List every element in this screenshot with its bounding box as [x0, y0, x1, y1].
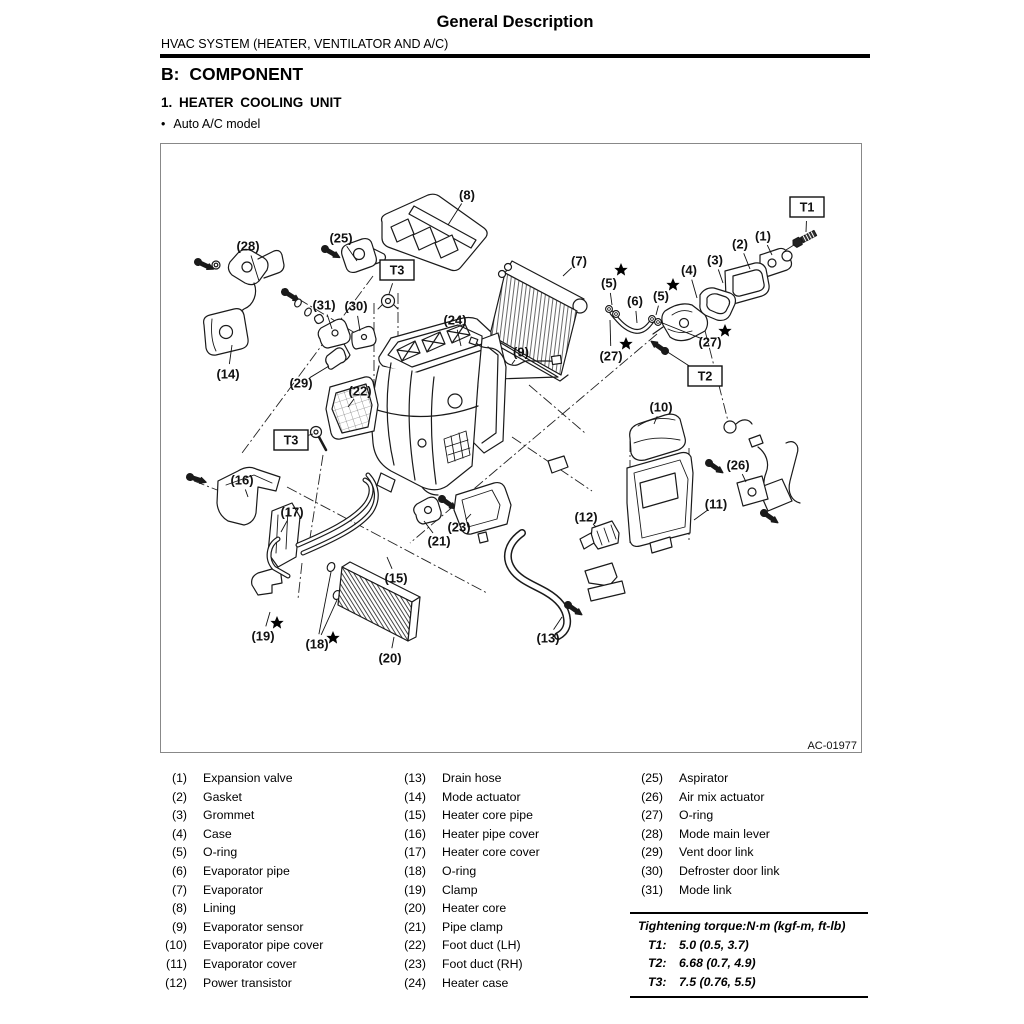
- part-number: (7): [171, 882, 187, 897]
- torque-tag-label: T1: [799, 200, 815, 215]
- diagram-callout: (14): [216, 366, 240, 382]
- part-row: [160, 918, 323, 937]
- part-number: (18): [404, 863, 426, 878]
- part-name: Evaporator pipe cover: [203, 938, 324, 953]
- torque-tag-label: T2: [697, 369, 713, 384]
- part-number: (20): [404, 901, 426, 916]
- part-number: (28): [641, 826, 663, 841]
- model-bullet-text: Auto A/C model: [173, 117, 261, 131]
- part-row: [160, 881, 323, 900]
- part-name: Expansion valve: [203, 771, 293, 785]
- part-name: Evaporator cover: [203, 956, 297, 971]
- torque-table: [630, 912, 868, 998]
- torque-row: [648, 936, 868, 955]
- diagram-callout: (8): [459, 187, 475, 203]
- part-row: [636, 769, 779, 788]
- torque-row-label: T1:: [648, 937, 667, 952]
- part-name: Foot duct (LH): [442, 938, 521, 953]
- part-row: [160, 843, 323, 862]
- part-name: Heater core cover: [442, 845, 540, 860]
- diagram-callout: (23): [447, 519, 471, 535]
- part-row: [160, 936, 323, 955]
- diagram-callout: (31): [312, 297, 336, 313]
- part-number: (24): [404, 975, 426, 990]
- part-row: [399, 806, 540, 825]
- diagram-callout: (16): [230, 472, 254, 488]
- diagram-callout: (5): [653, 288, 669, 304]
- part-name: Evaporator: [203, 882, 264, 897]
- part-row: [160, 825, 323, 844]
- part-row: [399, 918, 540, 937]
- part-name: Gasket: [203, 789, 242, 804]
- part-row: [399, 788, 540, 807]
- torque-table-title: Tightening torque:N·m (kgf-m, ft-lb): [638, 919, 846, 933]
- part-number: (17): [404, 845, 426, 860]
- part-row: [399, 936, 540, 955]
- part-name: Drain hose: [442, 771, 502, 785]
- diagram-callout: (5): [601, 275, 617, 291]
- part-name: Pipe clamp: [442, 919, 503, 934]
- part-name: Air mix actuator: [679, 789, 765, 804]
- part-number: (29): [641, 845, 663, 860]
- part-name: Clamp: [442, 882, 478, 897]
- part-row: [399, 881, 540, 900]
- parts-list-column-3: [636, 769, 779, 899]
- part-number: (6): [171, 863, 187, 878]
- part-number: (25): [641, 771, 663, 785]
- diagram-callout: (29): [289, 375, 313, 391]
- torque-row-value: 7.5 (0.76, 5.5): [679, 974, 756, 989]
- diagram-callout: (24): [443, 312, 467, 328]
- part-row: [636, 862, 779, 881]
- diagram-callout: (1): [755, 228, 771, 244]
- diagram-callout: (28): [236, 238, 260, 254]
- part-name: Mode actuator: [442, 789, 521, 804]
- part-name: Mode link: [679, 882, 732, 897]
- torque-row-value: 6.68 (0.7, 4.9): [679, 956, 756, 971]
- part-row: [399, 899, 540, 918]
- part-name: Heater core pipe: [442, 808, 533, 823]
- diagram-callout: (22): [348, 383, 372, 399]
- torque-row-label: T2:: [648, 956, 667, 971]
- diagram-callout: (18): [305, 636, 329, 652]
- diagram-callout: (19): [251, 628, 275, 644]
- torque-row: [648, 973, 868, 992]
- part-name: Case: [203, 826, 232, 841]
- part-name: Mode main lever: [679, 826, 770, 841]
- model-bullet-line: [161, 117, 260, 131]
- part-number: (10): [165, 938, 187, 953]
- diagram-callout: (4): [681, 262, 697, 278]
- part-row: [399, 862, 540, 881]
- diagram-callout: (6): [627, 293, 643, 309]
- part-row: [636, 806, 779, 825]
- section-heading: B: COMPONENT: [161, 64, 304, 84]
- diagram-callout: (3): [707, 252, 723, 268]
- part-number: (13): [404, 771, 426, 785]
- diagram-callout: (27): [698, 334, 722, 350]
- part-row: [160, 899, 323, 918]
- part-number: (22): [404, 938, 426, 953]
- part-number: (14): [404, 789, 426, 804]
- part-row: [399, 974, 540, 993]
- part-row: [160, 862, 323, 881]
- part-row: [636, 843, 779, 862]
- part-number: (19): [404, 882, 426, 897]
- diagram-callout: (26): [726, 457, 750, 473]
- part-number: (1): [171, 771, 187, 785]
- torque-tag-label: T3: [283, 433, 299, 448]
- part-row: [160, 806, 323, 825]
- part-row: [399, 769, 540, 788]
- page-subtitle: HVAC SYSTEM (HEATER, VENTILATOR AND A/C): [161, 37, 449, 51]
- figure-code: AC-01977: [807, 740, 857, 752]
- part-name: O-ring: [442, 863, 477, 878]
- bullet-icon: •: [161, 117, 166, 131]
- part-name: Defroster door link: [679, 863, 780, 878]
- diagram-callout: (27): [599, 348, 623, 364]
- torque-row: [648, 954, 868, 973]
- diagram-callout: (17): [280, 504, 304, 520]
- part-number: (16): [404, 826, 426, 841]
- part-number: (12): [165, 975, 187, 990]
- part-number: (11): [166, 956, 187, 971]
- part-name: Heater pipe cover: [442, 826, 540, 841]
- part-name: O-ring: [203, 845, 238, 860]
- subsection-heading: 1. HEATER COOLING UNIT: [161, 95, 342, 110]
- part-row: [636, 881, 779, 900]
- diagram-callout: (13): [536, 630, 560, 646]
- part-row: [636, 788, 779, 807]
- part-number: (2): [171, 789, 187, 804]
- part-number: (8): [171, 901, 187, 916]
- part-number: (23): [404, 956, 426, 971]
- part-name: Grommet: [203, 808, 255, 823]
- diagram-callout: (21): [427, 533, 451, 549]
- part-number: (21): [404, 919, 426, 934]
- part-name: Aspirator: [679, 771, 729, 785]
- part-number: (30): [641, 863, 663, 878]
- header-rule: [160, 54, 870, 58]
- diagram-callout: (25): [329, 230, 353, 246]
- parts-list-column-1: [160, 769, 323, 992]
- part-name: Heater case: [442, 975, 509, 990]
- part-name: Vent door link: [679, 845, 754, 860]
- part-name: O-ring: [679, 808, 714, 823]
- part-row: [399, 843, 540, 862]
- diagram-callout: (11): [704, 496, 728, 512]
- diagram-callout: (9): [513, 344, 529, 360]
- part-row: [160, 769, 323, 788]
- torque-row-label: T3:: [648, 974, 667, 989]
- part-name: Heater core: [442, 901, 507, 916]
- part-name: Power transistor: [203, 975, 292, 990]
- diagram-callout: (20): [378, 650, 402, 666]
- part-row: [399, 825, 540, 844]
- part-name: Foot duct (RH): [442, 956, 523, 971]
- diagram-callout: (12): [574, 509, 598, 525]
- part-number: (9): [171, 919, 187, 934]
- diagram-callout: (2): [732, 236, 748, 252]
- diagram-callout: (15): [384, 570, 408, 586]
- parts-list-column-2: [399, 769, 540, 992]
- diagram-callout: (10): [649, 399, 673, 415]
- part-number: (15): [404, 808, 426, 823]
- part-name: Evaporator sensor: [203, 919, 304, 934]
- part-number: (4): [171, 826, 187, 841]
- page-title: General Description: [436, 13, 594, 31]
- exploded-diagram-figure: [160, 143, 862, 753]
- part-number: (3): [171, 808, 187, 823]
- part-number: (31): [641, 882, 663, 897]
- part-row: [636, 825, 779, 844]
- part-number: (27): [641, 808, 663, 823]
- torque-row-value: 5.0 (0.5, 3.7): [679, 937, 749, 952]
- torque-tag-label: T3: [389, 263, 405, 278]
- part-number: (26): [641, 789, 663, 804]
- diagram-callout: (30): [344, 298, 368, 314]
- part-name: Lining: [203, 901, 236, 916]
- part-row: [399, 955, 540, 974]
- part-row: [160, 974, 323, 993]
- diagram-callout: (7): [571, 253, 587, 269]
- part-row: [160, 788, 323, 807]
- part-row: [160, 955, 323, 974]
- part-name: Evaporator pipe: [203, 863, 290, 878]
- part-number: (5): [171, 845, 187, 860]
